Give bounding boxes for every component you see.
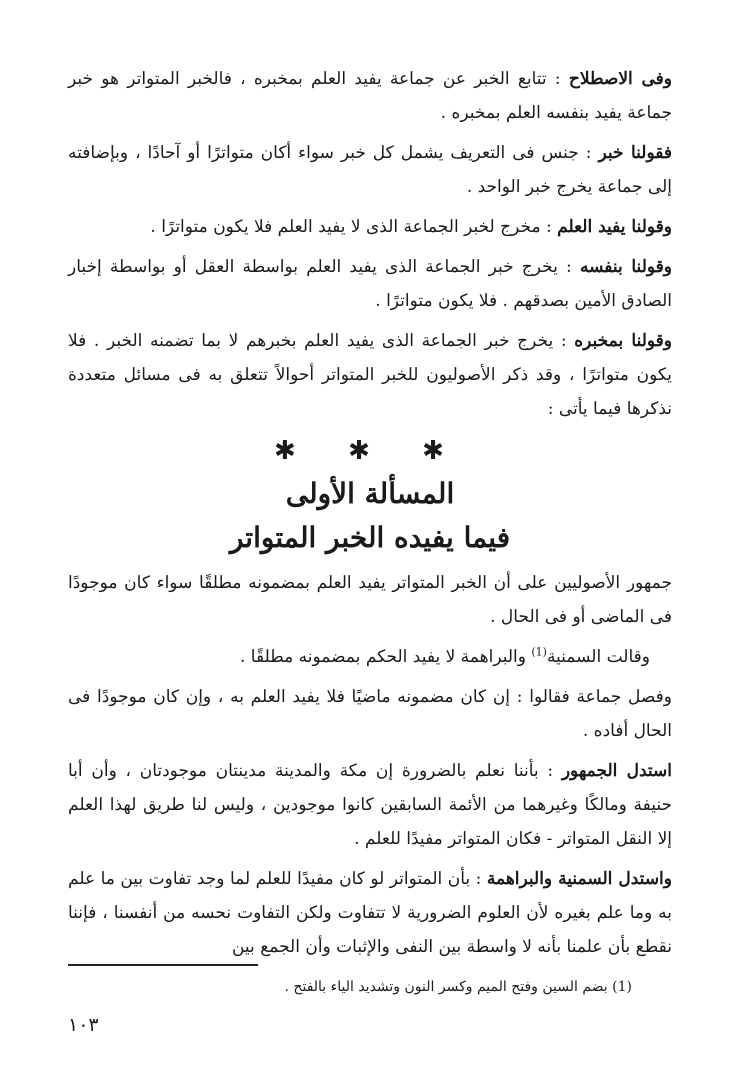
paragraph-text: وقالت السمنية xyxy=(546,647,650,667)
paragraph-sumaniyya xyxy=(68,640,672,674)
term: وقولنا بمخبره xyxy=(574,331,672,351)
paragraph-tafsil: وفصل جماعة فقالوا : إن كان مضمونه ماضيًا فلا يفيد العلم به ، وإن كان موجودًا فى الحال أفاده . xyxy=(68,687,672,741)
paragraph-sumaniyya-argument xyxy=(68,862,672,964)
term: وقولنا يفيد العلم xyxy=(557,217,672,237)
section-separator-stars: ✱ ✱ ✱ xyxy=(274,436,466,466)
footnote-marker: (1) xyxy=(531,645,547,659)
paragraph-binafsihi xyxy=(68,250,672,318)
term: واستدل السمنية والبراهمة xyxy=(486,869,672,889)
paragraph-text: : مخرج لخبر الجماعة الذى لا يفيد العلم فلا يكون متواترًا . xyxy=(150,217,558,237)
footnote-divider xyxy=(68,964,258,966)
term: وقولنا بنفسه xyxy=(579,257,672,277)
section-heading-line2: فيما يفيده الخبر المتواتر xyxy=(229,521,511,554)
paragraph-yufid-alilm xyxy=(68,210,672,244)
term: فقولنا خبر xyxy=(598,143,672,163)
page-number: ١٠٣ xyxy=(68,1014,99,1036)
term: استدل الجمهور xyxy=(561,761,672,781)
document-page xyxy=(68,62,672,1042)
footnote: (1) بضم السين وفتح الميم وكسر النون وتشديد الياء بالفتح . xyxy=(284,979,632,995)
paragraph-text: : يخرج خبر الجماعة الذى يفيد العلم بواسطة العقل أو بواسطة إخبار الصادق الأمين بصدقهم . فلا يكون متواترًا . xyxy=(68,257,672,311)
paragraph-text: : بأننا نعلم بالضرورة إن مكة والمدينة مدينتان موجودتان ، وأن أبا حنيفة ومالكًا وغيرهما من الأئمة السابقين كانوا موجودين ، وليس لنا طريق لهذا العلم إلا النقل المتواتر - فكان المتواتر مفيدًا للعلم . xyxy=(68,761,672,849)
paragraph-text: : جنس فى التعريف يشمل كل خبر سواء أكان متواترًا أو آحادًا ، وبإضافته إلى جماعة يخرج خبر الواحد . xyxy=(68,143,672,197)
paragraph-khabar xyxy=(68,136,672,204)
paragraph-jumhur-argument xyxy=(68,754,672,856)
paragraph-text: : تتابع الخبر عن جماعة يفيد العلم بمخبره ، فالخبر المتواتر هو خبر جماعة يفيد بنفسه العلم بمخبره . xyxy=(68,69,672,123)
paragraph-text: : بأن المتواتر لو كان مفيدًا للعلم لما وجد تفاوت بين ما علم به وما علم بغيره لأن العلوم الضرورية لا تتفاوت ولكن التفاوت نحسه من أنفسنا ، فإننا نقطع بأن علمنا بأنه لا واسطة بين النفى والإثبات وأن الجمع بين xyxy=(68,869,672,957)
term: وفى الاصطلاح xyxy=(568,69,673,89)
section-heading-line1: المسألة الأولى xyxy=(285,477,455,510)
paragraph-text: : يخرج خبر الجماعة الذى يفيد العلم بخبرهم لا بما تضمنه الخبر . فلا يكون متواترًا ، وقد ذكر الأصوليون للخبر المتواتر أحوالاً تتعلق به فى مسائل متعددة نذكرها فيما يأتى : xyxy=(68,331,672,419)
paragraph-bimukhbarihi xyxy=(68,324,672,426)
paragraph-jumhur: جمهور الأصوليين على أن الخبر المتواتر يفيد العلم بمضمونه مطلقًا سواء كان موجودًا فى الماضى أو فى الحال . xyxy=(68,573,672,627)
paragraph-definition xyxy=(68,62,672,130)
paragraph-text: والبراهمة لا يفيد الحكم بمضمونه مطلقًا . xyxy=(239,647,532,667)
